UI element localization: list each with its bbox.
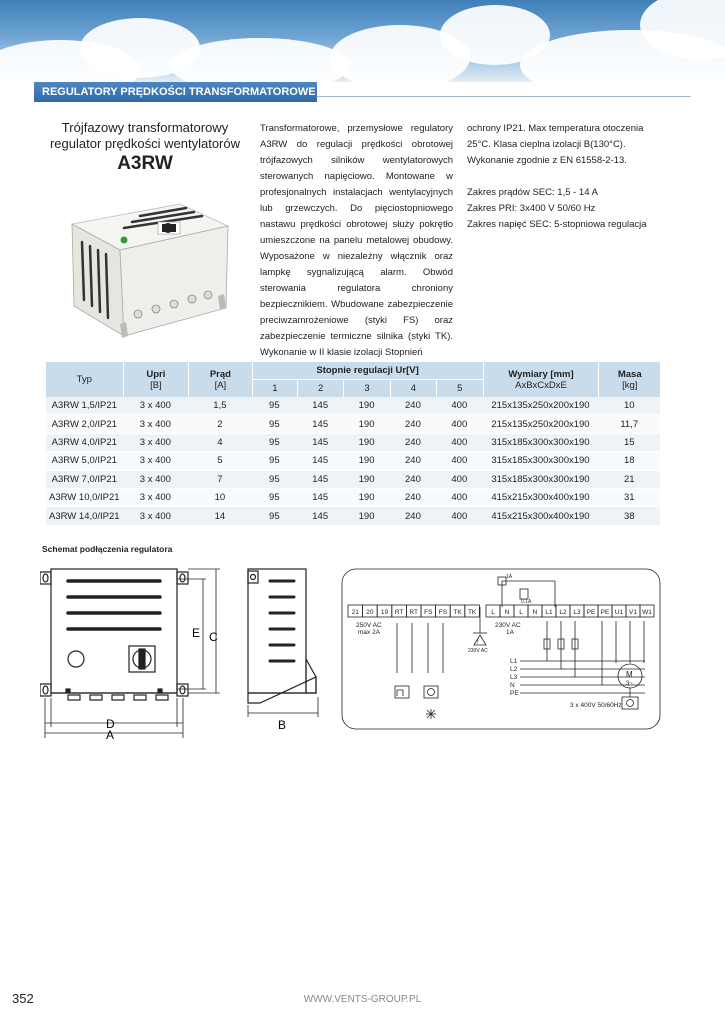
product-title [40, 120, 250, 175]
terminal-label: U1 [614, 609, 624, 616]
description-column-2 [467, 121, 663, 233]
table-cell-masa: 21 [598, 471, 660, 489]
col-header-step-3: 3 [343, 380, 389, 397]
terminal-label: N [504, 609, 510, 616]
fuse-label: 1A [506, 574, 513, 580]
fuse2-label: 0.1A [521, 599, 532, 605]
description-column-1: Transformatorowe, przemysłowe regulatory A3RW do regulacji prędkości obrotowej trójfazowych silników wentylatorowych sterowanych napięciowo. Montowane w profesjonalnych instalacjach wentylacyjnych lub grzewczych. Do pięciostopniowego nastawu prędkości obrotowej służy pokrętło umieszczone na panelu metalowej obudowy. Wyposażone w niezależny włącznik oraz lampkę sygnalizującą alarm. Obwód sterowania regulatora chroniony bezpiecznikiem. Wbudowane zabezpieczenie preciwzamrożeniowe (styki FS) oraz zabezpieczenie termiczne silnika (styki TK). Wykonanie w II klasie izolacji Stopnień [260, 123, 453, 358]
table-cell-s4: 240 [390, 434, 436, 452]
table-cell-prad: 14 [188, 507, 252, 525]
label-1a: 1A [506, 629, 514, 636]
dimension-lines [45, 569, 220, 738]
table-cell-upri: 3 x 400 [123, 507, 189, 525]
table-cell-s2: 145 [297, 415, 343, 433]
table-cell-s5: 400 [436, 507, 482, 525]
terminal-label: PE [600, 609, 610, 616]
terminal-label: 20 [366, 609, 374, 616]
table-cell-upri: 3 x 400 [123, 452, 189, 470]
col-header-typ: Typ [46, 362, 123, 397]
product-model: A3RW [117, 153, 173, 174]
terminal-label: 21 [351, 609, 359, 616]
table-cell-wym: 215x135x250x200x190 [483, 415, 599, 433]
warning-icon: ! [477, 640, 479, 646]
table-cell-s4: 240 [390, 471, 436, 489]
wiring-diagram [40, 563, 665, 748]
footer-url: WWW.VENTS-GROUP.PL [303, 994, 422, 1005]
table-cell-typ: A3RW 14,0/IP21 [46, 507, 123, 525]
table-cell-s2: 145 [297, 507, 343, 525]
table-row [46, 434, 660, 452]
terminal-label: L [491, 609, 495, 616]
bus-label-l2: L2 [510, 666, 518, 673]
banner-divider [317, 96, 691, 97]
table-cell-s3: 190 [343, 471, 389, 489]
bus-label-l3: L3 [510, 674, 518, 681]
dim-label-d: D [106, 717, 115, 731]
table-cell-s5: 400 [436, 489, 482, 507]
table-cell-wym: 415x215x300x400x190 [483, 507, 599, 525]
table-cell-s1: 95 [252, 507, 297, 525]
table-cell-s4: 240 [390, 397, 436, 415]
label-250v: 250V AC [356, 622, 382, 629]
spec-table [46, 362, 660, 526]
terminal-label: RT [409, 609, 418, 616]
table-cell-s3: 190 [343, 397, 389, 415]
table-cell-prad: 5 [188, 452, 252, 470]
table-cell-wym: 315x185x300x300x190 [483, 452, 599, 470]
spec-line-pri: Zakres PRI: 3x400 V 50/60 Hz [467, 203, 596, 214]
table-cell-s5: 400 [436, 397, 482, 415]
table-cell-upri: 3 x 400 [123, 489, 189, 507]
table-cell-s2: 145 [297, 452, 343, 470]
motor-phase-label: 3~ [626, 681, 633, 687]
supply-label: 3 x 400V 50/60Hz [570, 702, 622, 709]
terminal-label: L [519, 609, 523, 616]
terminal-label: PE [586, 609, 596, 616]
table-cell-s3: 190 [343, 452, 389, 470]
table-cell-prad: 2 [188, 415, 252, 433]
bus-label-l1: L1 [510, 658, 518, 665]
table-cell-typ: A3RW 1,5/IP21 [46, 397, 123, 415]
terminal-label: FS [424, 609, 433, 616]
terminal-label: N [532, 609, 538, 616]
dim-label-c: C [209, 630, 218, 644]
table-cell-s4: 240 [390, 452, 436, 470]
col-header-wymiary: Wymiary [mm] [483, 362, 599, 380]
table-cell-s5: 400 [436, 415, 482, 433]
page-number: 352 [12, 991, 34, 1006]
table-cell-typ: A3RW 10,0/IP21 [46, 489, 123, 507]
table-cell-s5: 400 [436, 471, 482, 489]
dim-label-a: A [106, 728, 115, 742]
table-cell-s5: 400 [436, 434, 482, 452]
terminal-label: L1 [545, 609, 553, 616]
front-view-drawing [40, 569, 188, 700]
table-cell-prad: 1,5 [188, 397, 252, 415]
bus-label-n: N [510, 682, 515, 689]
terminal-label: L2 [559, 609, 567, 616]
table-row [46, 415, 660, 433]
terminal-label: RT [394, 609, 404, 616]
dim-label-e: E [192, 626, 201, 640]
side-view-drawing [248, 569, 318, 717]
col-header-step-4: 4 [390, 380, 436, 397]
col-header-upri-unit: [B] [123, 380, 189, 397]
table-cell-s4: 240 [390, 489, 436, 507]
terminal-label: L3 [573, 609, 581, 616]
terminal-block-control [348, 605, 479, 617]
col-header-stopnie: Stopnie regulacji Ur[V] [252, 362, 483, 380]
col-header-step-2: 2 [297, 380, 343, 397]
col-header-masa-unit: [kg] [598, 380, 660, 397]
label-max2a: max 2A [358, 629, 381, 636]
dim-label-b: B [278, 718, 287, 732]
table-cell-upri: 3 x 400 [123, 471, 189, 489]
col-header-prad-unit: [A] [188, 380, 252, 397]
bus-label-pe: PE [510, 690, 519, 697]
terminal-label: 19 [380, 609, 389, 616]
product-title-line1: Trójfazowy transformatorowy [61, 120, 229, 135]
col-header-step-5: 5 [436, 380, 482, 397]
table-cell-upri: 3 x 400 [123, 397, 189, 415]
table-cell-s1: 95 [252, 397, 297, 415]
spec-line-current: Zakres prądów SEC: 1,5 - 14 A [467, 187, 598, 198]
label-230v-small: 230V AC [468, 648, 488, 654]
col-header-upri: Upri [123, 362, 189, 380]
table-cell-masa: 10 [598, 397, 660, 415]
terminal-label: W1 [642, 609, 652, 616]
table-cell-typ: A3RW 4,0/IP21 [46, 434, 123, 452]
table-row [46, 397, 660, 415]
table-cell-s1: 95 [252, 415, 297, 433]
table-row [46, 471, 660, 489]
table-cell-s3: 190 [343, 507, 389, 525]
table-cell-s3: 190 [343, 415, 389, 433]
table-cell-s2: 145 [297, 397, 343, 415]
table-cell-prad: 10 [188, 489, 252, 507]
table-cell-s4: 240 [390, 507, 436, 525]
terminal-label: FS [438, 609, 448, 616]
sky-header-image [0, 0, 725, 82]
spec-line-voltage: Zakres napięć SEC: 5-stopniowa regulacja [467, 219, 647, 230]
terminal-label: TK [467, 609, 477, 616]
col-header-wymiary-sub: AxBxCxDxE [483, 380, 599, 397]
table-cell-masa: 38 [598, 507, 660, 525]
terminal-label: TK [453, 609, 462, 616]
table-cell-s3: 190 [343, 489, 389, 507]
table-cell-typ: A3RW 5,0/IP21 [46, 452, 123, 470]
table-cell-s2: 145 [297, 489, 343, 507]
table-cell-wym: 315x185x300x300x190 [483, 434, 599, 452]
table-cell-masa: 11,7 [598, 415, 660, 433]
table-cell-wym: 415x215x300x400x190 [483, 489, 599, 507]
col-header-masa: Masa [598, 362, 660, 380]
table-cell-typ: A3RW 7,0/IP21 [46, 471, 123, 489]
terminal-block-power [486, 605, 654, 617]
table-cell-prad: 7 [188, 471, 252, 489]
product-title-line2: regulator prędkości wentylatorów [49, 136, 241, 151]
table-cell-s1: 95 [252, 489, 297, 507]
table-row [46, 452, 660, 470]
table-cell-typ: A3RW 2,0/IP21 [46, 415, 123, 433]
table-cell-s4: 240 [390, 415, 436, 433]
table-cell-s5: 400 [436, 452, 482, 470]
table-cell-s1: 95 [252, 434, 297, 452]
table-cell-s2: 145 [297, 471, 343, 489]
table-cell-masa: 15 [598, 434, 660, 452]
spec-table-body [46, 397, 660, 526]
table-cell-masa: 18 [598, 452, 660, 470]
col-header-prad: Prąd [188, 362, 252, 380]
col-header-step-1: 1 [252, 380, 297, 397]
table-row [46, 507, 660, 525]
description-paragraph: ochrony IP21. Max temperatura otoczenia 25°C. Klasa cieplna izolacji B(130°C). Wykonanie zgodnie z EN 61558-2-13. [467, 123, 644, 166]
table-cell-s1: 95 [252, 452, 297, 470]
table-cell-s2: 145 [297, 434, 343, 452]
table-cell-wym: 215x135x250x200x190 [483, 397, 599, 415]
schematic-title: Schemat podłączenia regulatora [42, 544, 173, 554]
motor-label: M [626, 670, 633, 679]
table-cell-s3: 190 [343, 434, 389, 452]
table-row [46, 489, 660, 507]
table-cell-prad: 4 [188, 434, 252, 452]
table-cell-s1: 95 [252, 471, 297, 489]
label-230v: 230V AC [495, 622, 521, 629]
table-cell-upri: 3 x 400 [123, 415, 189, 433]
terminal-label: V1 [629, 609, 637, 616]
table-cell-upri: 3 x 400 [123, 434, 189, 452]
product-photo [60, 196, 230, 346]
table-cell-wym: 315x185x300x300x190 [483, 471, 599, 489]
table-cell-masa: 31 [598, 489, 660, 507]
section-banner: REGULATORY PRĘDKOŚCI TRANSFORMATOROWE [34, 82, 317, 102]
